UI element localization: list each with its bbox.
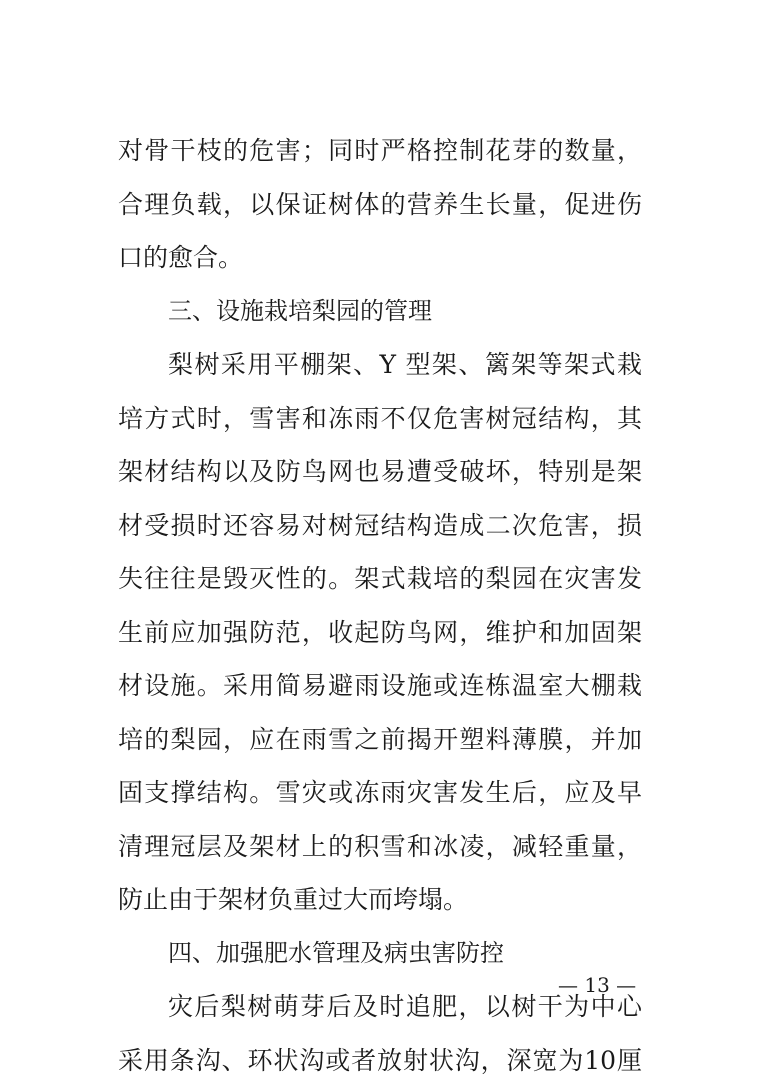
- paragraph-line: 培的梨园，应在雨雪之前揭开塑料薄膜，并加: [118, 713, 642, 767]
- paragraph-line: 培方式时，雪害和冻雨不仅危害树冠结构，其: [118, 392, 642, 446]
- paragraph-line: 固支撑结构。雪灾或冻雨灾害发生后，应及早: [118, 766, 642, 820]
- paragraph-line: 梨树采用平棚架、Y 型架、篱架等架式栽: [118, 338, 642, 392]
- paragraph-line: 材受损时还容易对树冠结构造成二次危害，损: [118, 499, 642, 553]
- paragraph-line: 清理冠层及架材上的积雪和冰凌，减轻重量，: [118, 820, 642, 874]
- page-number: — 13 —: [558, 970, 648, 1000]
- paragraph-line: 灾后梨树萌芽后及时追肥，以树干为中心: [118, 980, 642, 1034]
- paragraph-line: 生前应加强防范，收起防鸟网，维护和加固架: [118, 606, 642, 660]
- paragraph-line: 材设施。采用简易避雨设施或连栋温室大棚栽: [118, 659, 642, 713]
- paragraph-line: 架材结构以及防鸟网也易遭受破坏，特别是架: [118, 445, 642, 499]
- body-text: [118, 124, 642, 1087]
- paragraph-line: 失往往是毁灭性的。架式栽培的梨园在灾害发: [118, 552, 642, 606]
- section-heading-3: 三、设施栽培梨园的管理: [118, 285, 642, 339]
- paragraph-line: 合理负载，以保证树体的营养生长量，促进伤: [118, 178, 642, 232]
- paragraph-line: 采用条沟、环状沟或者放射状沟，深宽为10厘: [118, 1034, 642, 1087]
- paragraph-line: 防止由于架材负重过大而垮塌。: [118, 873, 642, 927]
- paragraph-line: 口的愈合。: [118, 231, 642, 285]
- paragraph-line: 对骨干枝的危害；同时严格控制花芽的数量，: [118, 124, 642, 178]
- section-heading-4: 四、加强肥水管理及病虫害防控: [118, 927, 642, 981]
